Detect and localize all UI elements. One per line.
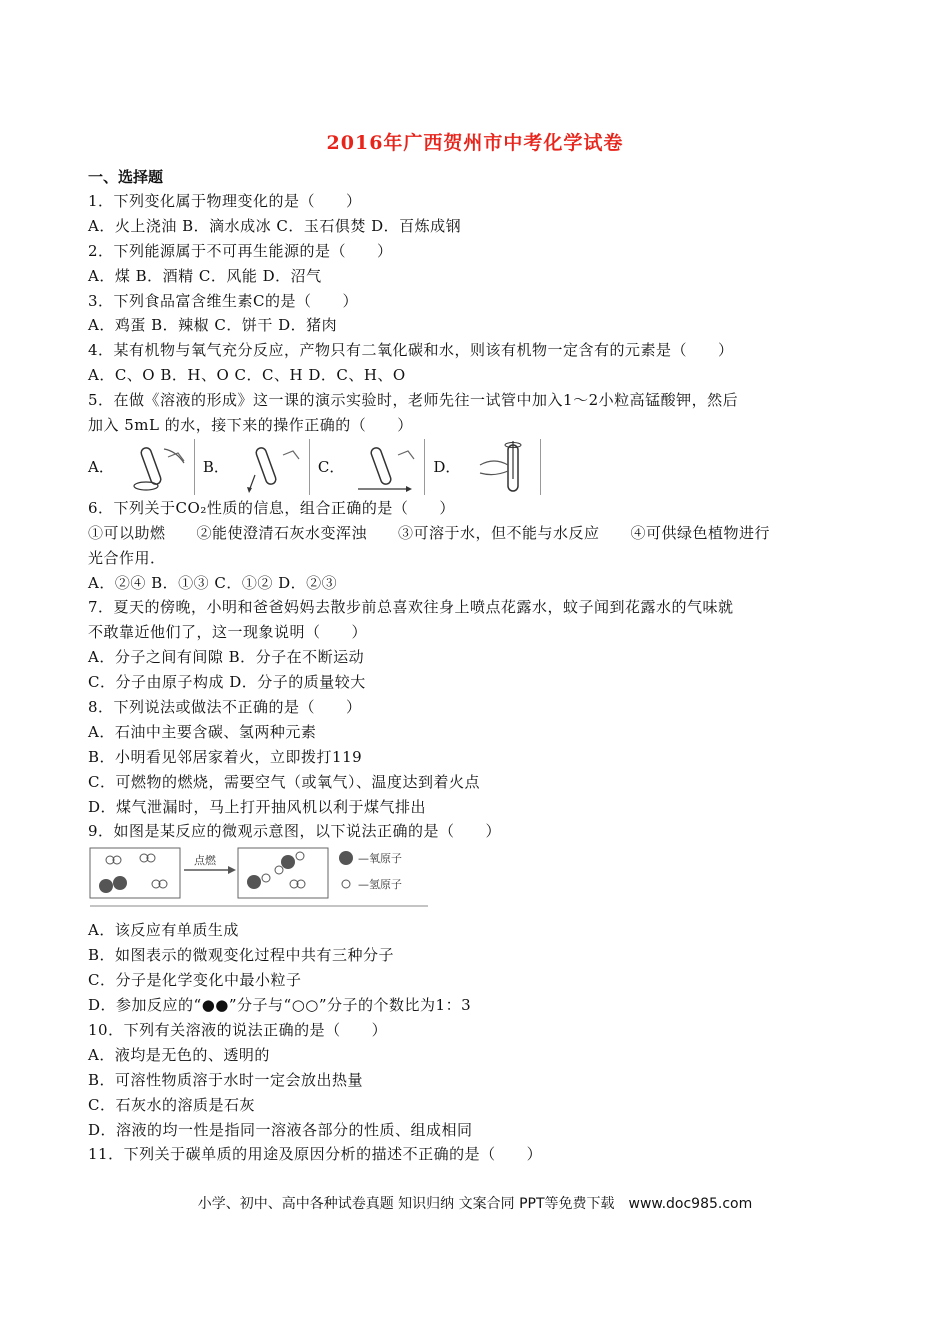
q9-option-d: D．参加反应的“●●”分子与“○○”分子的个数比为1：3 [88,996,472,1015]
q1-options: A．火上浇油 B．滴水成冰 C．玉石俱焚 D．百炼成钢 [88,216,462,235]
q7-options-line1: A．分子之间有间隙 B．分子在不断运动 [88,648,365,667]
q4-stem: 4．某有机物与氧气充分反应，产物只有二氧化碳和水，则该有机物一定含有的元素是（ ） [88,341,734,360]
q8-option-d: D．煤气泄漏时，马上打开抽风机以利于煤气排出 [88,797,427,816]
q6-info-line2: 光合作用． [88,548,166,567]
q9-stem: 9．如图是某反应的微观示意图，以下说法正确的是（ ） [88,822,502,841]
page-footer: 小学、初中、高中各种试卷真题 知识归纳 文案合同 PPT等免费下载 www.doc985.com [197,1196,753,1212]
test-tube-swirl-figure [124,439,195,495]
q4-options: A．C、O B．H、O C．C、H D．C、H、O [88,366,406,385]
reaction-diagram [88,846,433,908]
q5-option-c [318,439,425,495]
section-heading: 一、选择题 [88,168,164,186]
q2-options: A．煤 B．酒精 C．风能 D．沼气 [88,266,322,285]
q5-option-a [88,439,195,495]
q10-option-d: D．溶液的均一性是指同一溶液各部分的性质、组成相同 [88,1120,473,1139]
q11-stem: 11．下列关于碳单质的用途及原因分析的描述不正确的是（ ） [88,1145,543,1164]
q7-options-line2: C．分子由原子构成 D．分子的质量较大 [88,673,366,692]
legend-oxygen-label: —氧原子 [358,852,402,866]
q10-option-c: C．石灰水的溶质是石灰 [88,1095,255,1114]
q6-stem: 6．下列关于CO₂性质的信息，组合正确的是（ ） [88,498,455,517]
q6-info-line1: ①可以助燃 ②能使澄清石灰水变浑浊 ③可溶于水，但不能与水反应 ④可供绿色植物进行 [88,523,771,542]
exam-content [88,165,868,1167]
page-title: 2016年广西贺州市中考化学试卷 [326,132,624,154]
test-tube-stirring-figure [470,439,541,495]
test-tube-updown-figure [239,439,310,495]
q8-option-c: C．可燃物的燃烧，需要空气（或氧气）、温度达到着火点 [88,772,480,791]
q7-stem-line1: 7．夏天的傍晚，小明和爸爸妈妈去散步前总喜欢往身上喷点花露水，蚊子闻到花露水的气味就 [88,598,734,617]
q1-stem: 1．下列变化属于物理变化的是（ ） [88,192,362,210]
q3-stem: 3．下列食品富含维生素C的是（ ） [88,291,359,310]
q8-stem: 8．下列说法或做法不正确的是（ ） [88,698,362,717]
q5-figure-options [88,438,868,496]
q5-stem-line2: 加入 5mL 的水，接下来的操作正确的（ ） [88,416,413,435]
q8-option-b: B．小明看见邻居家着火，立即拨打119 [88,747,363,766]
test-tube-sideways-figure [354,439,425,495]
q5-stem-line1: 5．在做《溶液的形成》这一课的演示实验时，老师先往一试管中加入1～2小粒高锰酸钾，然后 [88,391,739,410]
q5-label-a: A． [88,458,114,477]
q10-option-b: B．可溶性物质溶于水时一定会放出热量 [88,1070,364,1089]
q9-option-b: B．如图表示的微观变化过程中共有三种分子 [88,946,395,965]
q7-stem-line2: 不敢靠近他们了，这一现象说明（ ） [88,623,368,642]
q10-stem: 10．下列有关溶液的说法正确的是（ ） [88,1020,388,1039]
reaction-arrow-label: 点燃 [194,854,216,868]
q8-option-a: A．石油中主要含碳、氢两种元素 [88,722,317,741]
q10-option-a: A．液均是无色的、透明的 [88,1045,270,1064]
q6-options: A．②④ B．①③ C．①② D．②③ [88,573,338,592]
q5-label-c: C． [317,458,345,477]
q5-option-b [203,439,310,495]
q5-label-b: B． [202,458,229,477]
legend-hydrogen-label: —氢原子 [358,878,402,892]
q5-option-d [433,439,541,495]
q5-label-d: D． [433,458,461,477]
q2-stem: 2．下列能源属于不可再生能源的是（ ） [88,241,393,260]
q9-option-c: C．分子是化学变化中最小粒子 [88,971,302,990]
q3-options: A．鸡蛋 B．辣椒 C．饼干 D．猪肉 [88,316,338,335]
q9-option-a: A．该反应有单质生成 [88,921,239,940]
